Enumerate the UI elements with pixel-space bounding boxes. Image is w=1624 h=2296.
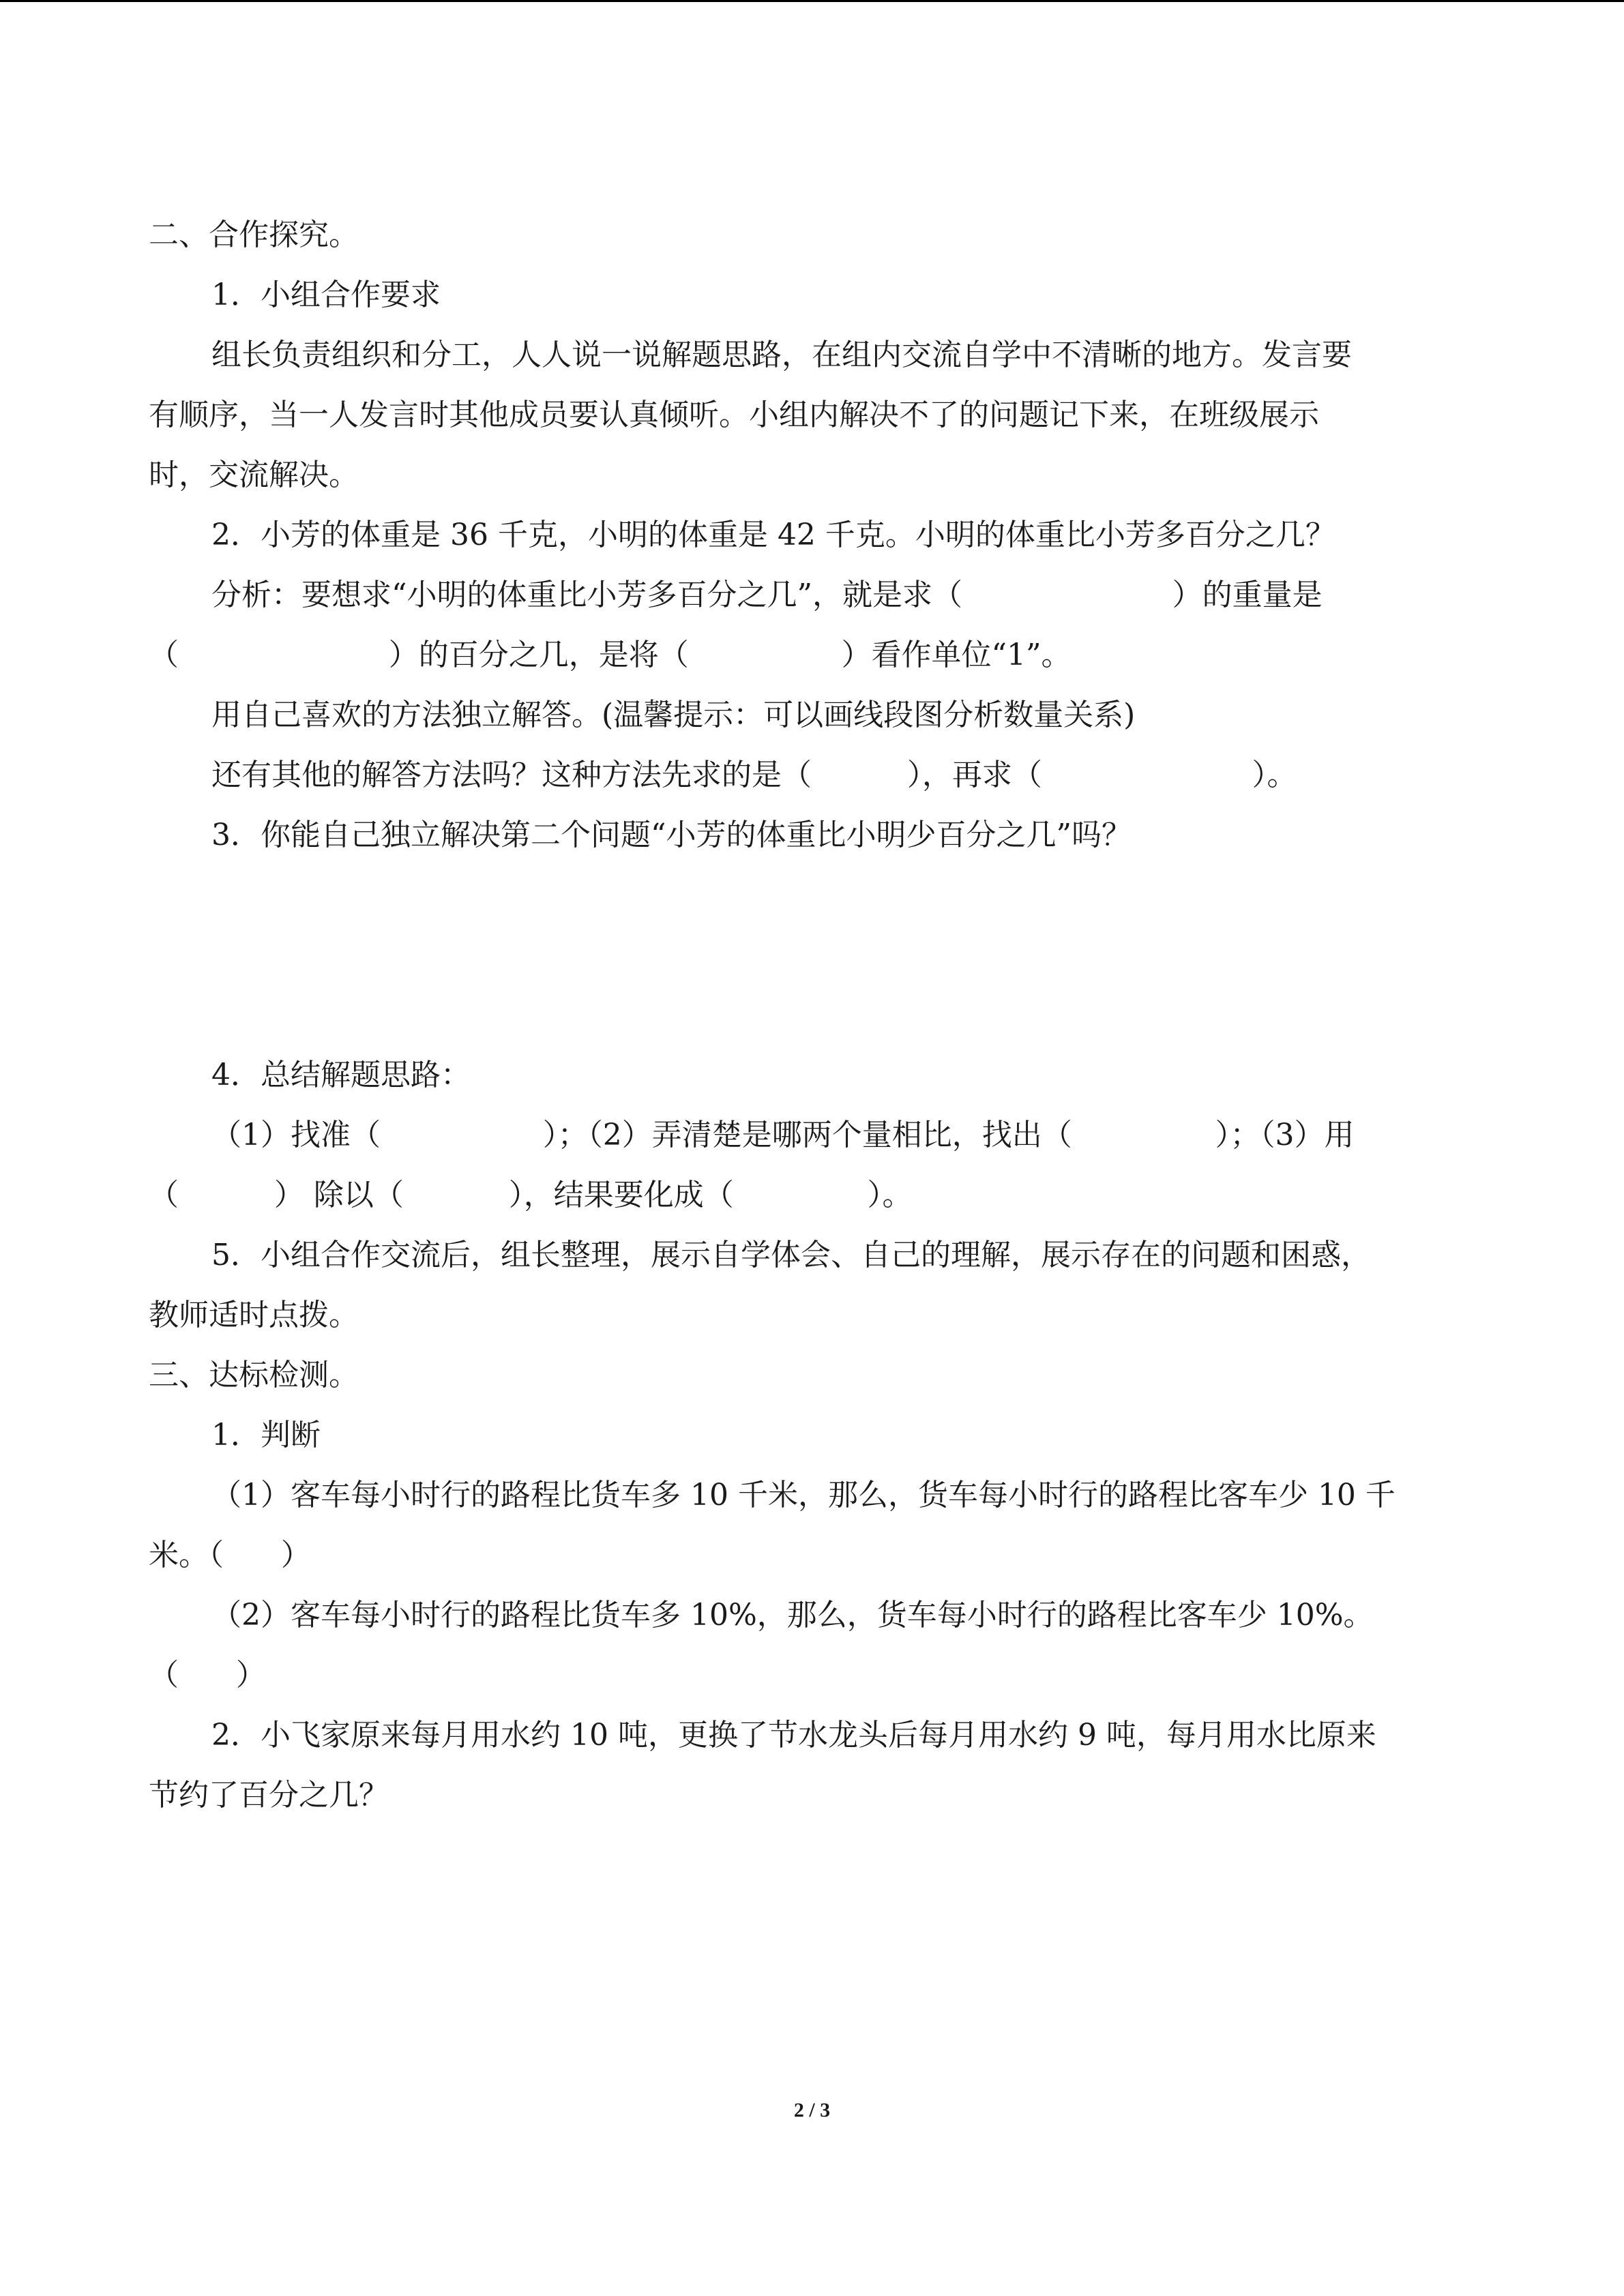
section-2-item-4-line-2: （ ） 除以（ ），结果要化成（ ）。 bbox=[149, 1178, 913, 1212]
judgement-2-line-1: （2）客车每小时行的路程比货车多 10%，那么，货车每小时行的路程比客车少 10%。 bbox=[211, 1598, 1374, 1632]
section-2-heading: 二、合作探究。 bbox=[149, 218, 359, 252]
section-2-item-5-line-2: 教师适时点拨。 bbox=[149, 1298, 359, 1332]
judgement-1-line-2: 米。（ ） bbox=[149, 1538, 311, 1572]
judgement-1-line-1: （1）客车每小时行的路程比货车多 10 千米，那么，货车每小时行的路程比客车少 10 千 bbox=[211, 1478, 1396, 1512]
section-2-item-1-paragraph-line-2: 有顺序，当一人发言时其他成员要认真倾听。小组内解决不了的问题记下来，在班级展示 bbox=[149, 398, 1319, 432]
section-2-item-1-title: 1．小组合作要求 bbox=[211, 278, 441, 312]
section-2-item-4-title: 4．总结解题思路： bbox=[211, 1058, 471, 1092]
judgement-2-line-2: （ ） bbox=[149, 1658, 266, 1693]
page-number: 2 / 3 bbox=[793, 2099, 831, 2121]
section-2-item-2-analysis-line-1: 分析：要想求“小明的体重比小芳多百分之几”，就是求（ ）的重量是 bbox=[211, 578, 1323, 612]
section-3-item-2-line-1: 2．小飞家原来每月用水约 10 吨，更换了节水龙头后每月用水约 9 吨，每月用水比原来 bbox=[211, 1718, 1376, 1753]
section-2-item-2-other-method: 还有其他的解答方法吗？这种方法先求的是（ ），再求（ ）。 bbox=[211, 758, 1297, 792]
section-2-item-2-analysis-line-2: （ ）的百分之几，是将（ ）看作单位“1”。 bbox=[149, 638, 1072, 672]
section-2-item-1-paragraph-line-3: 时，交流解决。 bbox=[149, 458, 359, 492]
section-3-item-2-line-2: 节约了百分之几？ bbox=[149, 1778, 389, 1813]
section-2-item-4-line-1: （1）找准（ ）；（2）弄清楚是哪两个量相比，找出（ ）；（3）用 bbox=[211, 1118, 1355, 1152]
section-2-item-2-hint: 用自己喜欢的方法独立解答。(温馨提示：可以画线段图分析数量关系) bbox=[211, 698, 1136, 732]
section-3-item-1-title: 1．判断 bbox=[211, 1418, 321, 1452]
section-3-heading: 三、达标检测。 bbox=[149, 1358, 359, 1392]
section-2-item-5-line-1: 5．小组合作交流后，组长整理，展示自学体会、自己的理解，展示存在的问题和困惑， bbox=[211, 1238, 1371, 1272]
section-2-item-2-question: 2．小芳的体重是 36 千克，小明的体重是 42 千克。小明的体重比小芳多百分之几？ bbox=[211, 518, 1335, 552]
section-2-item-1-paragraph-line-1: 组长负责组织和分工，人人说一说解题思路，在组内交流自学中不清晰的地方。发言要 bbox=[211, 338, 1352, 372]
section-2-item-3-question: 3．你能自己独立解决第二个问题“小芳的体重比小明少百分之几”吗？ bbox=[211, 818, 1132, 852]
